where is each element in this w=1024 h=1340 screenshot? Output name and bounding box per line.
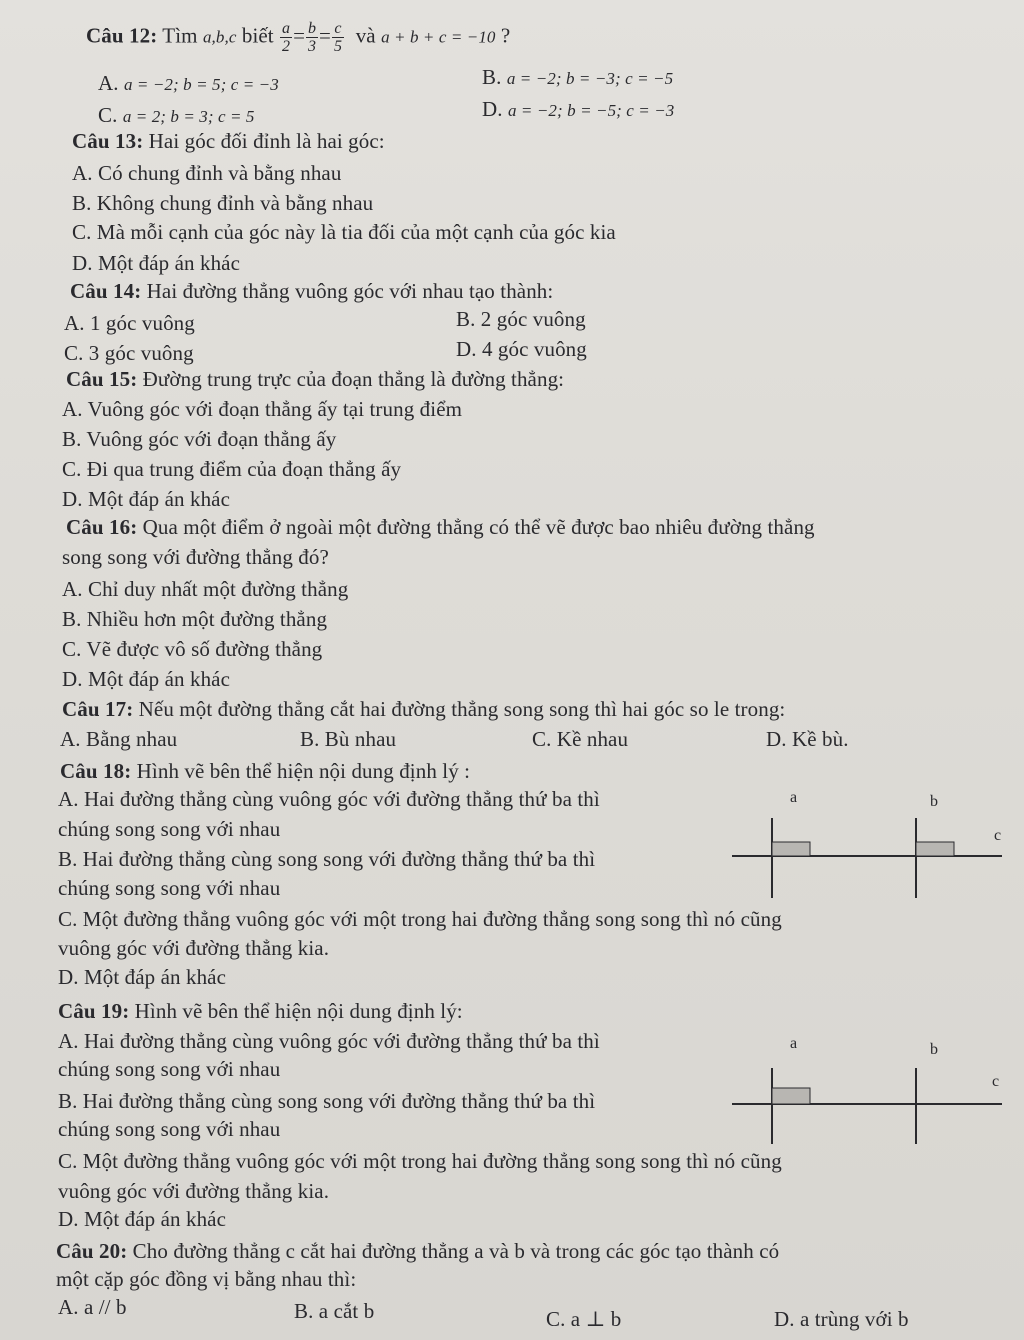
q19-option-c-line1[interactable]: C. Một đường thẳng vuông góc với một trong hai đường thẳng song song thì nó cũng bbox=[58, 1149, 782, 1173]
q14-stem bbox=[70, 278, 553, 304]
q16-label: Câu 16: bbox=[66, 515, 138, 539]
q14-option-a[interactable]: A. 1 góc vuông bbox=[64, 311, 195, 335]
q20-option-c[interactable]: C. a ⊥ b bbox=[546, 1307, 622, 1331]
q12-option-a[interactable]: A. a = −2; b = 5; c = −3 bbox=[98, 71, 279, 95]
q12-qmark: ? bbox=[500, 23, 511, 48]
q13-option-c[interactable]: C. Mà mỗi cạnh của góc này là tia đối của một cạnh của góc kia bbox=[72, 220, 616, 244]
q14-label: Câu 14: bbox=[70, 279, 142, 303]
q17-option-b[interactable]: B. Bù nhau bbox=[300, 727, 397, 751]
q19-figure bbox=[720, 1026, 1012, 1150]
q13-option-d[interactable]: D. Một đáp án khác bbox=[72, 251, 241, 275]
q13-text: Hai góc đối đỉnh là hai góc: bbox=[148, 129, 385, 153]
q19-stem bbox=[58, 998, 463, 1024]
q20-option-d[interactable]: D. a trùng với b bbox=[774, 1307, 909, 1331]
q18-stem bbox=[60, 758, 470, 784]
q12-eq2: = bbox=[319, 23, 331, 48]
q19-option-d[interactable]: D. Một đáp án khác bbox=[58, 1207, 227, 1231]
q18-label-b: b bbox=[930, 793, 938, 810]
q18-right-angle-mark-b bbox=[916, 842, 954, 856]
q19-option-b-line2[interactable]: chúng song song với nhau bbox=[58, 1117, 281, 1141]
q16-option-c[interactable]: C. Vẽ được vô số đường thẳng bbox=[62, 637, 323, 661]
q13-stem bbox=[72, 128, 385, 154]
q17-label: Câu 17: bbox=[62, 697, 134, 721]
q15-option-a[interactable]: A. Vuông góc với đoạn thẳng ấy tại trung điểm bbox=[62, 397, 463, 421]
q16-option-b[interactable]: B. Nhiều hơn một đường thẳng bbox=[62, 607, 328, 631]
q18-option-d[interactable]: D. Một đáp án khác bbox=[58, 965, 227, 989]
q19-label-a: a bbox=[790, 1035, 798, 1052]
q17-option-a[interactable]: A. Bằng nhau bbox=[60, 727, 178, 751]
q12-text-mid: biết bbox=[241, 23, 274, 48]
q18-label: Câu 18: bbox=[60, 759, 132, 783]
q18-option-c-line1[interactable]: C. Một đường thẳng vuông góc với một trong hai đường thẳng song song thì nó cũng bbox=[58, 907, 782, 931]
q15-option-d[interactable]: D. Một đáp án khác bbox=[62, 487, 231, 511]
q18-right-angle-mark-a bbox=[772, 842, 810, 856]
q17-text: Nếu một đường thẳng cắt hai đường thẳng song song thì hai góc so le trong: bbox=[138, 697, 786, 721]
q12-label: Câu 12: bbox=[86, 23, 158, 48]
q15-text: Đường trung trực của đoạn thẳng là đường thẳng: bbox=[142, 367, 565, 391]
q20-label: Câu 20: bbox=[56, 1239, 128, 1263]
q19-option-b-line1[interactable]: B. Hai đường thẳng cùng song song với đường thẳng thứ ba thì bbox=[58, 1089, 596, 1113]
q19-right-angle-mark-a bbox=[772, 1088, 810, 1104]
q12-option-b[interactable]: B. a = −2; b = −3; c = −5 bbox=[482, 65, 674, 89]
q20-option-b[interactable]: B. a cắt b bbox=[294, 1299, 375, 1323]
q15-label: Câu 15: bbox=[66, 367, 138, 391]
q18-option-b-line1[interactable]: B. Hai đường thẳng cùng song song với đường thẳng thứ ba thì bbox=[58, 847, 596, 871]
q18-label-c: c bbox=[994, 827, 1002, 844]
q12-fraction-a: $\frac{a}{2}$ bbox=[282, 20, 291, 55]
q16-option-a[interactable]: A. Chỉ duy nhất một đường thẳng bbox=[62, 577, 349, 601]
q19-label-b: b bbox=[930, 1041, 938, 1058]
q16-text-line2: song song với đường thẳng đó? bbox=[62, 545, 329, 569]
q14-text: Hai đường thẳng vuông góc với nhau tạo thành: bbox=[146, 279, 554, 303]
q16-stem bbox=[66, 514, 815, 540]
q14-option-d[interactable]: D. 4 góc vuông bbox=[456, 337, 587, 361]
q15-option-b[interactable]: B. Vuông góc với đoạn thẳng ấy bbox=[62, 427, 337, 451]
q18-label-a: a bbox=[790, 789, 798, 806]
q17-stem bbox=[62, 696, 785, 722]
q16-text-line1: Qua một điểm ở ngoài một đường thẳng có thể vẽ được bao nhiêu đường thẳng bbox=[142, 515, 815, 539]
q12-fraction-c: $\frac{c}{5}$ bbox=[333, 20, 343, 55]
q18-figure bbox=[720, 780, 1012, 906]
q12-option-c[interactable]: C. a = 2; b = 3; c = 5 bbox=[98, 103, 255, 127]
q14-option-c[interactable]: C. 3 góc vuông bbox=[64, 341, 194, 365]
q12-vars: a,b,c bbox=[202, 27, 237, 47]
q16-option-d[interactable]: D. Một đáp án khác bbox=[62, 667, 231, 691]
q14-option-b[interactable]: B. 2 góc vuông bbox=[456, 307, 586, 331]
q20-text-line2: một cặp góc đồng vị bằng nhau thì: bbox=[56, 1267, 357, 1291]
q12-eq1: = bbox=[293, 23, 306, 48]
q12-option-d[interactable]: D. a = −2; b = −5; c = −3 bbox=[482, 97, 675, 121]
q17-option-d[interactable]: D. Kề bù. bbox=[766, 727, 849, 751]
q18-option-a-line1[interactable]: A. Hai đường thẳng cùng vuông góc với đường thẳng thứ ba thì bbox=[58, 787, 600, 811]
q20-option-a[interactable]: A. a // b bbox=[58, 1295, 127, 1319]
q18-text: Hình vẽ bên thể hiện nội dung định lý : bbox=[136, 759, 471, 783]
q18-option-a-line2[interactable]: chúng song song với nhau bbox=[58, 817, 281, 841]
q19-option-c-line2[interactable]: vuông góc với đường thẳng kia. bbox=[58, 1179, 330, 1203]
q18-option-b-line2[interactable]: chúng song song với nhau bbox=[58, 876, 281, 900]
q18-option-c-line2[interactable]: vuông góc với đường thẳng kia. bbox=[58, 936, 330, 960]
q15-option-c[interactable]: C. Đi qua trung điểm của đoạn thẳng ấy bbox=[62, 457, 402, 481]
q15-stem bbox=[66, 366, 564, 392]
q13-label: Câu 13: bbox=[72, 129, 144, 153]
q17-option-c[interactable]: C. Kề nhau bbox=[532, 727, 629, 751]
q20-stem bbox=[56, 1238, 779, 1264]
q12-text-and: và bbox=[355, 23, 376, 48]
q13-option-a[interactable]: A. Có chung đỉnh và bằng nhau bbox=[72, 161, 342, 185]
q12-fraction-b: $\frac{b}{3}$ bbox=[307, 20, 317, 55]
q19-option-a-line1[interactable]: A. Hai đường thẳng cùng vuông góc với đường thẳng thứ ba thì bbox=[58, 1029, 600, 1053]
q13-option-b[interactable]: B. Không chung đỉnh và bằng nhau bbox=[72, 191, 374, 215]
q19-option-a-line2[interactable]: chúng song song với nhau bbox=[58, 1057, 281, 1081]
q19-label-c: c bbox=[992, 1073, 1000, 1090]
q12-condition: a + b + c = −10 bbox=[381, 27, 496, 47]
q19-label: Câu 19: bbox=[58, 999, 130, 1023]
q12-stem bbox=[86, 20, 510, 55]
q19-text: Hình vẽ bên thể hiện nội dung định lý: bbox=[134, 999, 463, 1023]
q20-text-line1: Cho đường thẳng c cắt hai đường thẳng a và b và trong các góc tạo thành có bbox=[132, 1239, 780, 1263]
q12-text-pre: Tìm bbox=[162, 23, 198, 48]
